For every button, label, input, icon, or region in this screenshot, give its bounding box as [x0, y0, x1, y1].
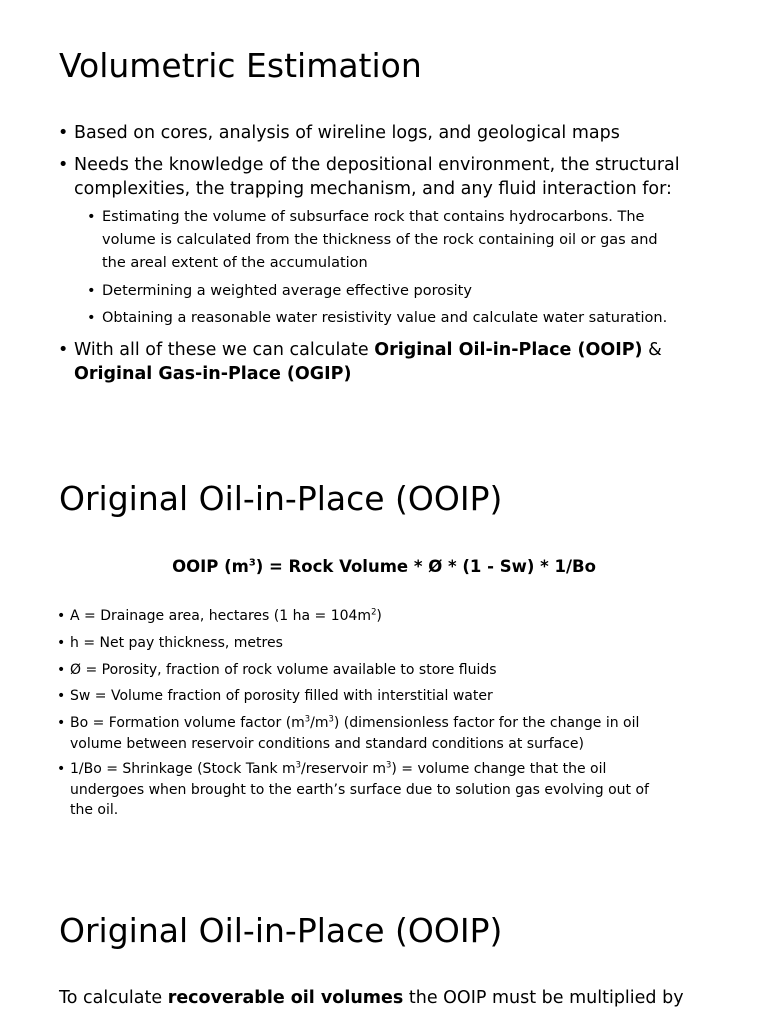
bullet-calculate-ooip-ogip: • With all of these we can calculate Original Oil-in-Place (OOIP) & Original Gas-in-Place (OGIP) [74, 338, 662, 386]
slide1-title: Volumetric Estimation [59, 46, 422, 85]
subbullet-water-resistivity: • Obtaining a reasonable water resistivity value and calculate water saturation. [102, 307, 667, 330]
def-porosity: • Ø = Porosity, fraction of rock volume available to store fluids [70, 660, 497, 681]
def-formation-volume-factor: • Bo = Formation volume factor $(m^3/m^3)$ (dimensionless factor for the change in oil volume between reservoir conditions and standard conditions at surface) [70, 713, 639, 754]
def-shrinkage: • 1/Bo = Shrinkage (Stock Tank $m^3$/reservoir $m^3$) = volume change that the oil undergoes when brought to the earth’s surface due to solution gas evolving out of the oil. [70, 759, 649, 821]
subbullet-estimating-volume: • Estimating the volume of subsurface rock that contains hydrocarbons. The volume is calculated from the thickness of the rock containing oil or gas and the areal extent of the accumulation [102, 206, 658, 275]
bullet-needs-knowledge: • Needs the knowledge of the depositional environment, the structural complexities, the trapping mechanism, and any fluid interaction for: [74, 153, 680, 201]
subbullet-porosity: • Determining a weighted average effective porosity [102, 280, 472, 303]
recoverable-volumes-paragraph: To calculate recoverable oil volumes the OOIP must be multiplied by [59, 988, 684, 1008]
bullet-based-on-cores: • Based on cores, analysis of wireline logs, and geological maps [74, 121, 620, 145]
def-net-pay: • h = Net pay thickness, metres [70, 633, 283, 654]
slide3-title: Original Oil-in-Place (OOIP) [59, 911, 503, 950]
def-drainage-area: • A = Drainage area, hectares (1 ha = $104m^2$) [70, 606, 382, 627]
def-water-saturation: • Sw = Volume fraction of porosity filled with interstitial water [70, 686, 493, 707]
slide2-title: Original Oil-in-Place (OOIP) [59, 479, 503, 518]
ooip-formula: OOIP $(m^3)$ = Rock Volume * Ø * (1 - Sw) * 1/Bo [172, 557, 596, 576]
